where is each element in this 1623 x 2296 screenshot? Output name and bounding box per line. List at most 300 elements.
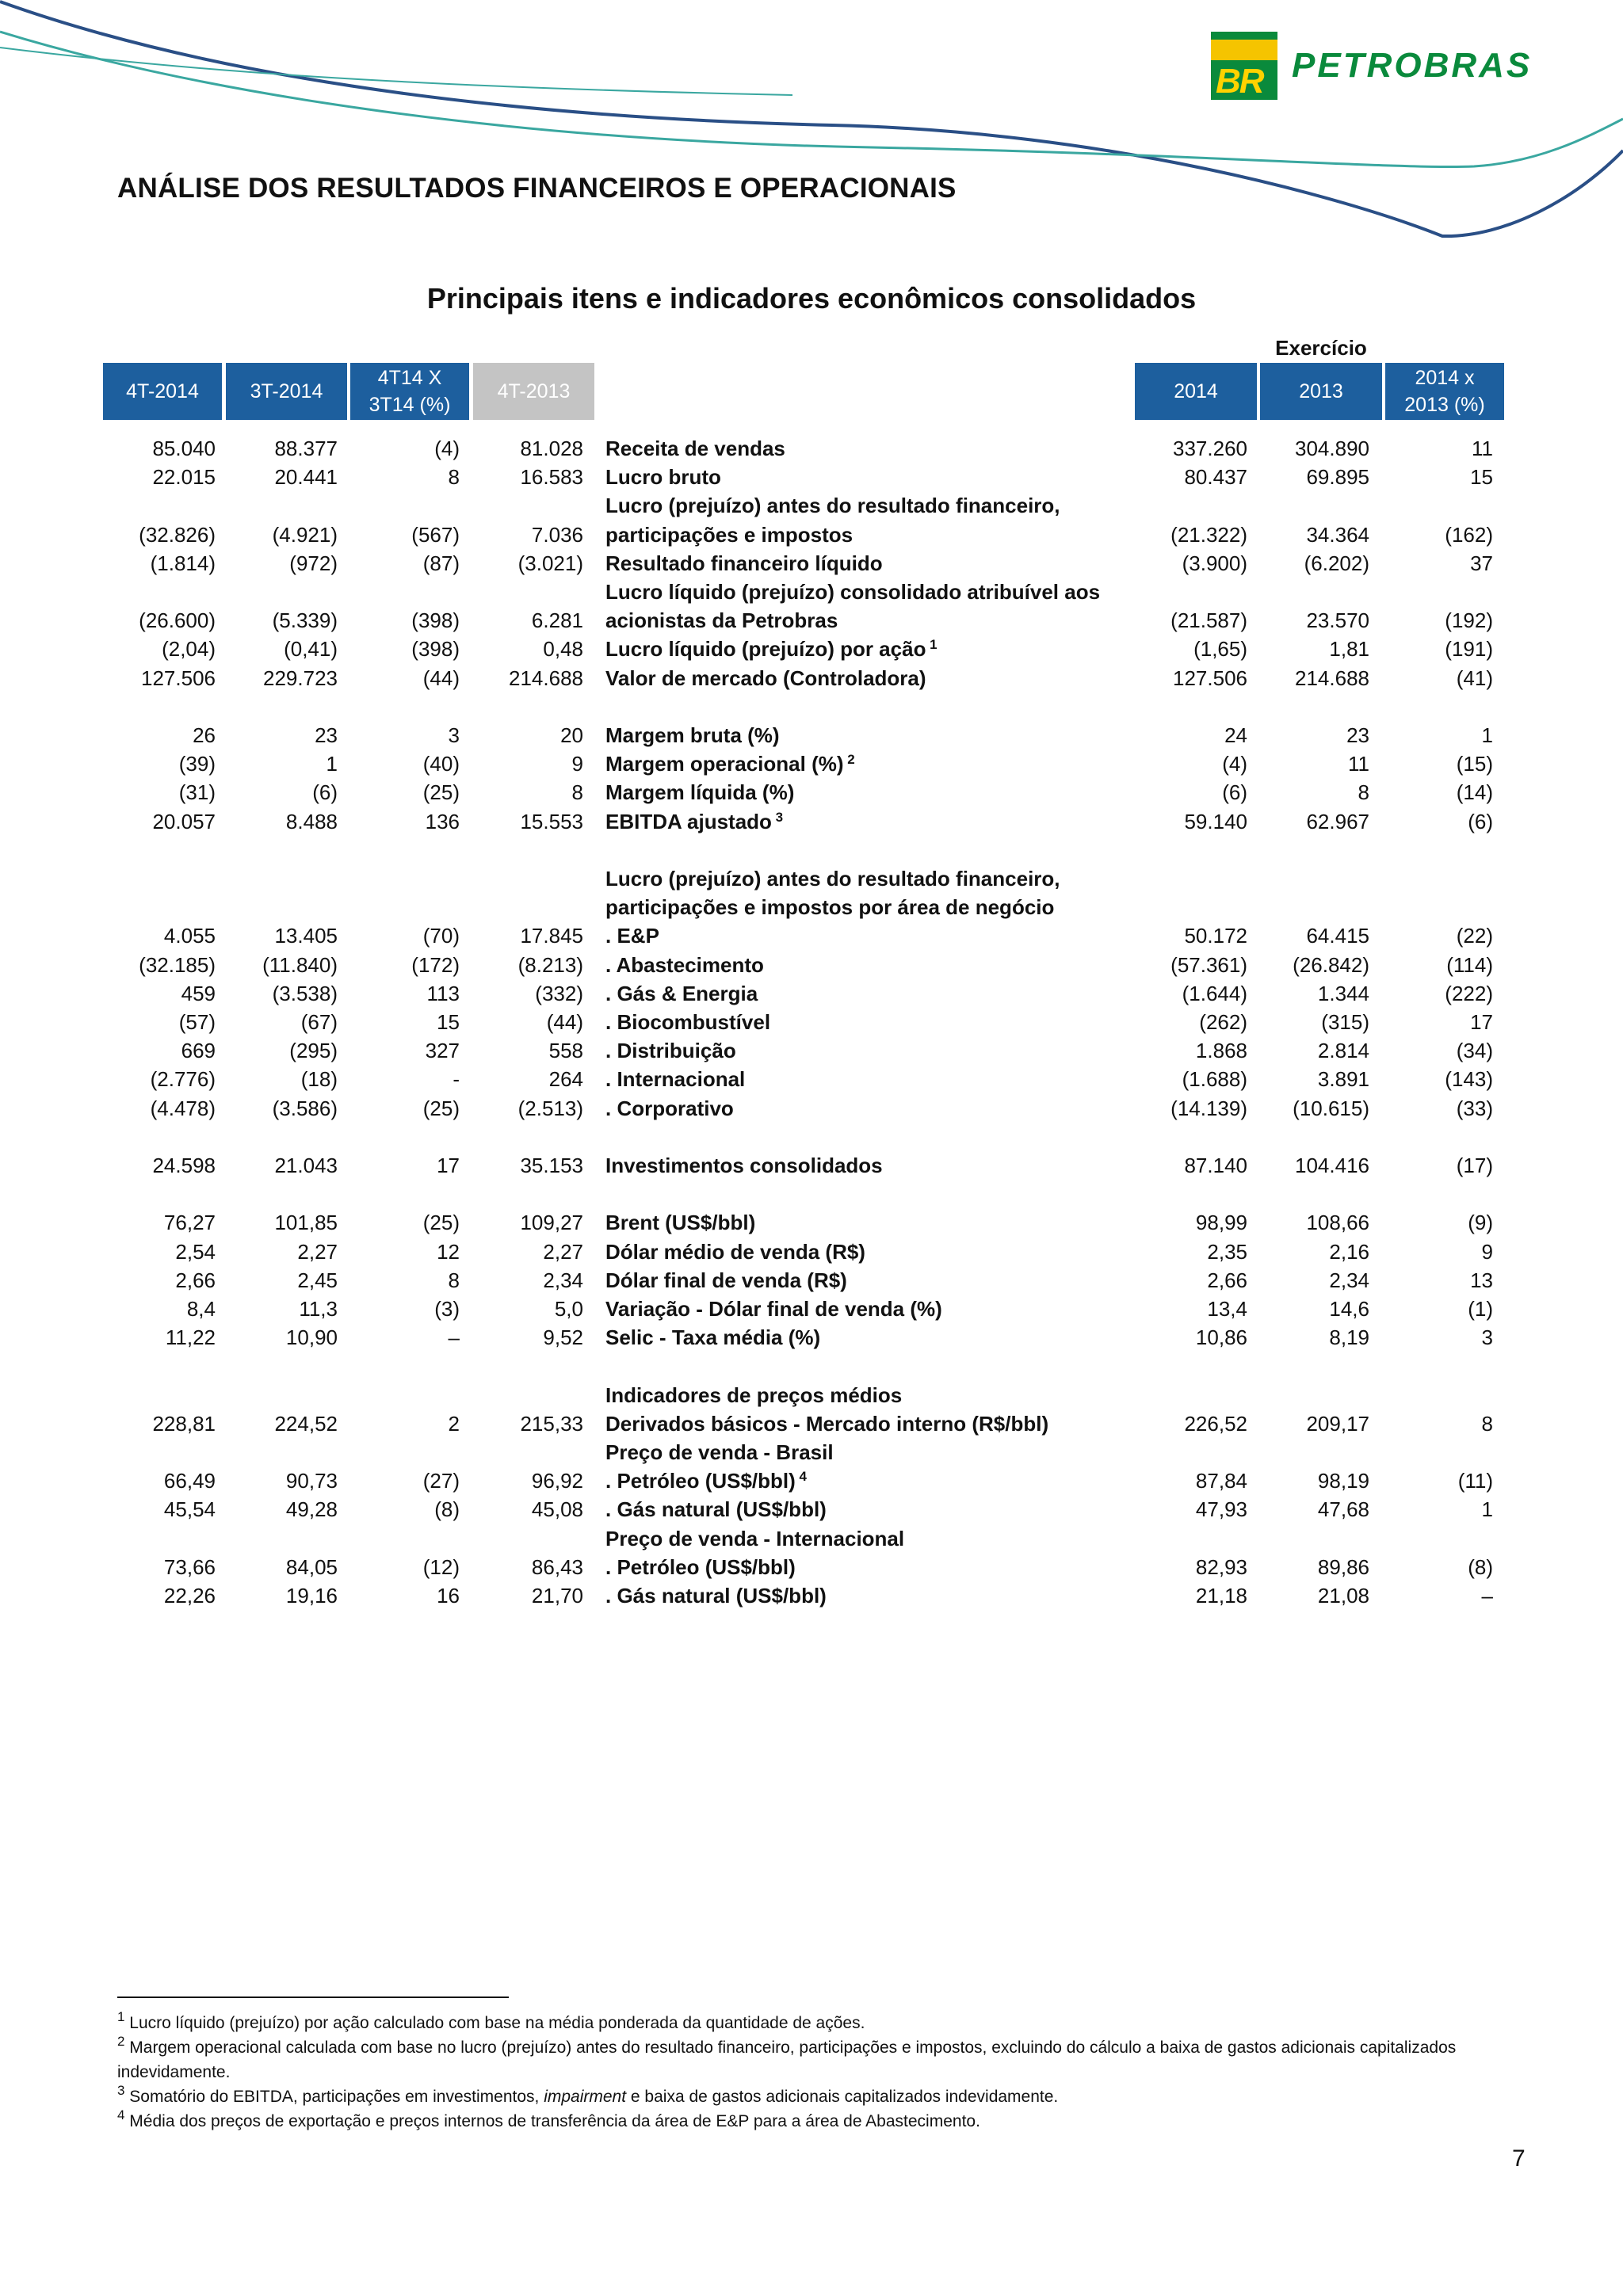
row-label: Lucro (prejuízo) antes do resultado financeiro, (605, 494, 1060, 518)
table-row (0, 721, 1623, 749)
table-cell: 2,27 (297, 1239, 338, 1264)
table-cell: 104.416 (1295, 1154, 1369, 1177)
table-cell: 2,35 (1207, 1239, 1247, 1264)
footnote-italic: impairment (544, 2088, 627, 2106)
table-cell: 3 (1481, 1325, 1493, 1350)
table-cell: 34.364 (1306, 522, 1369, 547)
table-row (0, 1036, 1623, 1065)
row-label: Preço de venda - Internacional (605, 1526, 905, 1550)
table-cell: 81.028 (520, 437, 583, 460)
table-row (0, 979, 1623, 1008)
table-cell: 1,81 (1329, 637, 1369, 662)
table-cell: (14.139) (1170, 1096, 1247, 1120)
table-cell: 20.441 (274, 465, 338, 490)
row-label: Lucro líquido (prejuízo) consolidado atribuível aos (605, 580, 1101, 604)
table-cell: (21.587) (1170, 608, 1247, 633)
row-label: . Biocombustível (605, 1010, 771, 1034)
table-cell: 0,48 (543, 637, 583, 662)
table-cell: (14) (1456, 780, 1493, 805)
table-cell: (3) (434, 1297, 460, 1321)
table-cell: (8) (1468, 1554, 1493, 1579)
table-cell: 10,90 (285, 1325, 338, 1350)
table-cell: (12) (422, 1554, 460, 1579)
table-cell: 2,54 (175, 1239, 216, 1264)
table-cell: (25) (422, 1096, 460, 1120)
row-label: . Petróleo (US$/bbl) $^4$ (605, 1469, 807, 1493)
table-cell: 22,26 (163, 1584, 216, 1608)
col-header-var-year (1385, 363, 1504, 420)
table-cell: (2,04) (162, 637, 216, 662)
table-cell: 11,22 (165, 1325, 216, 1350)
row-label: . Gás & Energia (605, 981, 758, 1005)
table-row (0, 1409, 1623, 1438)
table-cell: 21,08 (1317, 1584, 1369, 1608)
footnote-item: $^2$ Margem operacional calculada com base no lucro (prejuízo) antes do resultado financeiro, participações e impostos, excluindo do cálculo a baixa de gastos adicionais capitalizados indevidamente. (117, 2034, 1457, 2081)
table-cell: 1.344 (1317, 981, 1369, 1005)
logo-mark-text: BR (1216, 62, 1263, 101)
table-row (0, 1581, 1623, 1610)
table-cell: (22) (1456, 924, 1493, 948)
table-cell: 24.598 (152, 1154, 216, 1177)
table-row (0, 1438, 1623, 1466)
table-cell: 62.967 (1306, 809, 1369, 833)
table-cell: (4) (1222, 752, 1247, 776)
table-cell: (4.921) (272, 522, 338, 547)
table-cell: (17) (1456, 1154, 1493, 1177)
table-cell: 669 (181, 1039, 216, 1063)
footnote-ref: 1 (926, 637, 938, 653)
table-cell: 9,52 (543, 1325, 583, 1350)
col-header-var-quarter (350, 363, 469, 420)
table-cell: 11,3 (299, 1297, 338, 1321)
table-cell: 87.140 (1184, 1154, 1247, 1177)
table-cell: (27) (422, 1469, 460, 1493)
table-cell: (972) (289, 551, 338, 575)
table-cell: (315) (1321, 1010, 1369, 1034)
table-cell: 12 (437, 1239, 460, 1264)
table-cell: 101,85 (274, 1211, 338, 1235)
table-cell: (5.339) (272, 608, 338, 633)
table-cell: 5,0 (554, 1297, 583, 1321)
table-cell: 337.260 (1173, 437, 1247, 460)
table-cell: (162) (1445, 522, 1493, 547)
col-header-4t2014: 4T-2014 (103, 363, 222, 420)
table-cell: 1 (1481, 1497, 1493, 1522)
row-label: . Distribuição (605, 1039, 736, 1063)
table-cell: 8.488 (285, 809, 338, 833)
table-cell: 1 (1481, 723, 1493, 747)
table-title: Principais itens e indicadores econômicos consolidados (426, 282, 1197, 315)
table-cell: 224,52 (274, 1411, 338, 1436)
table-cell: (6) (1468, 809, 1493, 833)
table-cell: (567) (411, 522, 460, 547)
br-logo-mark (1211, 32, 1277, 100)
table-row (0, 635, 1623, 663)
table-cell: (21.322) (1170, 522, 1247, 547)
table-cell: 2,27 (543, 1239, 583, 1264)
table-cell: (332) (535, 981, 583, 1005)
table-cell: 108,66 (1306, 1211, 1369, 1235)
table-cell: 8 (448, 1268, 460, 1292)
row-label: Receita de vendas (605, 437, 785, 460)
table-row (0, 1065, 1623, 1093)
table-cell: 20.057 (152, 809, 216, 833)
table-cell: 113 (426, 981, 460, 1005)
table-cell: 127.506 (1173, 666, 1247, 690)
table-cell: 109,27 (520, 1211, 583, 1235)
footnote-item: $^4$ Média dos preços de exportação e preços internos de transferência da área de E&P para a área de Abastecimento. (117, 2107, 980, 2130)
row-label: participações e impostos (605, 522, 854, 547)
table-cell: 50.172 (1184, 924, 1247, 948)
table-cell: (2.513) (517, 1096, 583, 1120)
col-header-2013: 2013 (1260, 363, 1382, 420)
row-label: Investimentos consolidados (605, 1154, 883, 1177)
table-cell: 3 (448, 723, 460, 747)
table-cell: – (448, 1325, 460, 1350)
table-cell: 459 (181, 981, 216, 1005)
row-label: Selic - Taxa média (%) (605, 1325, 821, 1350)
row-label: Lucro bruto (605, 465, 721, 490)
table-cell: (15) (1456, 752, 1493, 776)
table-cell: 80.437 (1184, 465, 1247, 490)
table-cell: (67) (300, 1010, 338, 1034)
table-cell: 84,05 (285, 1554, 338, 1579)
table-row (0, 463, 1623, 491)
row-label: Derivados básicos - Mercado interno (R$/bbl) (605, 1411, 1049, 1436)
table-cell: 15.553 (520, 809, 583, 833)
table-cell: 69.895 (1306, 465, 1369, 490)
table-cell: 98,19 (1317, 1469, 1369, 1493)
table-cell: (143) (1445, 1067, 1493, 1092)
table-row (0, 606, 1623, 635)
footnote-number: 3 (117, 2083, 125, 2098)
table-cell: 17 (437, 1154, 460, 1177)
table-row (0, 1266, 1623, 1295)
table-cell: 17 (1470, 1010, 1493, 1034)
table-cell: 21,70 (531, 1584, 583, 1608)
exercicio-label: Exercício (1275, 336, 1367, 360)
table-cell: (26.842) (1293, 952, 1369, 977)
footnote-separator (117, 1997, 509, 1998)
table-row (0, 578, 1623, 606)
col-header-var-quarter-line2: 3T14 (%) (369, 394, 451, 416)
table-cell: (295) (289, 1039, 338, 1063)
row-label: Resultado financeiro líquido (605, 551, 883, 575)
row-label: . Internacional (605, 1067, 746, 1092)
table-cell: 26 (193, 723, 216, 747)
table-cell: 96,92 (531, 1469, 583, 1493)
table-cell: (34) (1456, 1039, 1493, 1063)
row-label: . Gás natural (US$/bbl) (605, 1497, 827, 1522)
table-cell: 88.377 (274, 437, 338, 460)
row-label: Margem líquida (%) (605, 780, 795, 805)
table-cell: 45,54 (163, 1497, 216, 1522)
table-cell: (70) (422, 924, 460, 948)
table-cell: (9) (1468, 1211, 1493, 1235)
row-label: . Corporativo (605, 1096, 734, 1120)
row-label: Dólar médio de venda (R$) (605, 1239, 865, 1264)
table-cell: 8 (1358, 780, 1369, 805)
table-cell: 8 (571, 780, 583, 805)
table-cell: 14,6 (1329, 1297, 1369, 1321)
row-label: . Petróleo (US$/bbl) (605, 1554, 796, 1579)
table-cell: 1 (326, 752, 338, 776)
footnote-item: $^3$ Somatório do EBITDA, participações em investimentos, impairment e baixa de gastos adicionais capitalizados indevidamente. (117, 2083, 1059, 2106)
table-cell: (2.776) (150, 1067, 216, 1092)
table-cell: 76,27 (163, 1211, 216, 1235)
table-cell: (25) (422, 1211, 460, 1235)
table-cell: 23 (1346, 723, 1369, 747)
table-row (0, 951, 1623, 979)
table-cell: (114) (1446, 952, 1493, 977)
table-row (0, 491, 1623, 520)
table-cell: (6) (1222, 780, 1247, 805)
col-header-2014: 2014 (1135, 363, 1257, 420)
table-cell: (3.586) (272, 1096, 338, 1120)
table-cell: (191) (1445, 637, 1493, 662)
table-cell: (3.021) (517, 551, 583, 575)
table-row (0, 1495, 1623, 1524)
table-row (0, 921, 1623, 950)
table-cell: 24 (1224, 723, 1247, 747)
table-row (0, 1295, 1623, 1323)
table-cell: (39) (178, 752, 216, 776)
table-cell: 10,86 (1195, 1325, 1247, 1350)
table-cell: (192) (1445, 608, 1493, 633)
table-cell: 2,16 (1329, 1239, 1369, 1264)
col-header-var-year-line1: 2014 x (1415, 367, 1475, 389)
table-row (0, 893, 1623, 921)
row-label: . Abastecimento (605, 952, 764, 977)
table-cell: (10.615) (1293, 1096, 1369, 1120)
table-cell: 8 (448, 465, 460, 490)
table-cell: 13.405 (274, 924, 338, 948)
table-cell: 136 (425, 809, 460, 833)
table-cell: 209,17 (1306, 1411, 1369, 1436)
table-cell: (6.202) (1304, 551, 1369, 575)
table-cell: 49,28 (285, 1497, 338, 1522)
table-cell: 8,19 (1329, 1325, 1369, 1350)
table-cell: 85.040 (152, 437, 216, 460)
table-cell: 15 (1470, 465, 1493, 490)
table-row (0, 1094, 1623, 1123)
table-cell: 214.688 (1295, 666, 1369, 690)
table-row (0, 1553, 1623, 1581)
table-cell: 21,18 (1195, 1584, 1247, 1608)
table-cell: (25) (422, 780, 460, 805)
page-number: 7 (1512, 2145, 1526, 2172)
table-cell: 11 (1472, 437, 1493, 460)
table-cell: 558 (548, 1039, 583, 1063)
table-cell: (32.185) (139, 952, 216, 977)
row-label: Preço de venda - Brasil (605, 1440, 834, 1464)
table-cell: (3.900) (1182, 551, 1247, 575)
row-label: Margem operacional (%) $^2$ (605, 752, 855, 776)
table-cell: 127.506 (141, 666, 216, 690)
footnotes (117, 2011, 1512, 2134)
table-cell: 86,43 (531, 1554, 583, 1579)
logo-wordmark: PETROBRAS (1292, 46, 1533, 85)
table-cell: (1.814) (150, 551, 216, 575)
table-cell: 87,84 (1195, 1469, 1247, 1493)
table-cell: 90,73 (285, 1469, 338, 1493)
table-cell: 3.891 (1317, 1067, 1369, 1092)
table-row (0, 664, 1623, 692)
table-cell: (44) (422, 666, 460, 690)
footnote-ref: 3 (771, 809, 784, 825)
table-cell: 13 (1470, 1268, 1493, 1292)
table-cell: 9 (571, 752, 583, 776)
table-cell: (44) (546, 1010, 583, 1034)
table-cell: (8.213) (517, 952, 583, 977)
table-cell: 82,93 (1195, 1554, 1247, 1579)
table-cell: 47,68 (1317, 1497, 1369, 1522)
table-cell: 1.868 (1195, 1039, 1247, 1063)
table-row (0, 1208, 1623, 1237)
table-cell: 2,66 (1207, 1268, 1247, 1292)
table-cell: (262) (1199, 1010, 1247, 1034)
footnote-ref: 4 (795, 1469, 807, 1485)
row-label: Margem bruta (%) (605, 723, 780, 747)
table-cell: (11.840) (262, 952, 338, 977)
table-row (0, 1524, 1623, 1553)
footnote-number: 4 (117, 2107, 125, 2122)
table-row (0, 1466, 1623, 1495)
table-cell: 47,93 (1195, 1497, 1247, 1522)
table-cell: (1.688) (1182, 1067, 1247, 1092)
row-label: . Gás natural (US$/bbl) (605, 1584, 827, 1608)
table-cell: (4) (434, 437, 460, 460)
table-row (0, 1008, 1623, 1036)
table-cell: 16.583 (520, 465, 583, 490)
table-cell: 2 (448, 1411, 460, 1436)
table-cell: 229.723 (263, 666, 338, 690)
table-cell: 15 (437, 1010, 460, 1034)
row-label: participações e impostos por área de negócio (605, 895, 1055, 920)
row-label: Lucro líquido (prejuízo) por ação $^1$ (605, 637, 938, 662)
table-cell: (222) (1445, 981, 1493, 1005)
row-label: Valor de mercado (Controladora) (605, 666, 926, 690)
table-cell: 228,81 (152, 1411, 216, 1436)
col-header-3t2014: 3T-2014 (226, 363, 347, 420)
table-row (0, 1151, 1623, 1180)
table-row (0, 807, 1623, 836)
table-cell: 4.055 (163, 924, 216, 948)
table-cell: (0,41) (284, 637, 338, 662)
table-cell: 2,45 (297, 1268, 338, 1292)
table-cell: 7.036 (531, 522, 583, 547)
table-cell: (1,65) (1193, 637, 1247, 662)
table-cell: 66,49 (163, 1469, 216, 1493)
table-cell: (40) (422, 752, 460, 776)
table-row (0, 521, 1623, 549)
footnote-item: $^1$ Lucro líquido (prejuízo) por ação calculado com base na média ponderada da quantidade de ações. (117, 2009, 865, 2032)
table-row (0, 778, 1623, 807)
table-cell: (57.361) (1170, 952, 1247, 977)
petrobras-logo (1211, 32, 1532, 100)
row-label: Dólar final de venda (R$) (605, 1268, 847, 1292)
row-label: acionistas da Petrobras (605, 608, 838, 633)
table-cell: (6) (312, 780, 338, 805)
table-cell: 89,86 (1317, 1554, 1369, 1579)
table-cell: 226,52 (1184, 1411, 1247, 1436)
table-cell: (398) (411, 637, 460, 662)
table-cell: (3.538) (272, 981, 338, 1005)
table-cell: 9 (1481, 1239, 1493, 1264)
table-cell: (57) (178, 1010, 216, 1034)
row-label: Variação - Dólar final de venda (%) (605, 1297, 942, 1321)
table-cell: 37 (1470, 551, 1493, 575)
table-cell: (87) (422, 551, 460, 575)
table-cell: 8 (1481, 1411, 1493, 1436)
table-cell: 23.570 (1306, 608, 1369, 633)
table-row (0, 549, 1623, 578)
table-cell: (8) (434, 1497, 460, 1522)
table-cell: 73,66 (163, 1554, 216, 1579)
table-cell: 327 (425, 1039, 460, 1063)
table-cell: – (1481, 1584, 1493, 1608)
table-cell: 11 (1348, 752, 1369, 776)
table-cell: (172) (411, 952, 460, 977)
table-cell: 2.814 (1317, 1039, 1369, 1063)
table-cell: 59.140 (1184, 809, 1247, 833)
table-cell: (1) (1468, 1297, 1493, 1321)
table-cell: 20 (560, 723, 583, 747)
table-cell: 2,34 (1329, 1268, 1369, 1292)
table-cell: 64.415 (1306, 924, 1369, 948)
table-cell: 215,33 (520, 1411, 583, 1436)
table-row (0, 1238, 1623, 1266)
table-row (0, 434, 1623, 463)
table-cell: (11) (1457, 1469, 1493, 1493)
table-cell: 21.043 (274, 1154, 338, 1177)
table-row (0, 1323, 1623, 1352)
table-cell: - (453, 1067, 460, 1092)
footnote-number: 2 (117, 2034, 125, 2049)
table-cell: 214.688 (509, 666, 583, 690)
col-header-var-quarter-line1: 4T14 X (377, 367, 442, 389)
table-cell: 19,16 (285, 1584, 338, 1608)
table-cell: 23 (315, 723, 338, 747)
table-cell: 35.153 (520, 1154, 583, 1177)
row-label: Indicadores de preços médios (605, 1383, 903, 1407)
table-cell: 2,66 (175, 1268, 216, 1292)
table-cell: 8,4 (186, 1297, 216, 1321)
table-cell: 2,34 (543, 1268, 583, 1292)
table-cell: 16 (437, 1584, 460, 1608)
table-cell: 17.845 (520, 924, 583, 948)
row-label: Brent (US$/bbl) (605, 1211, 756, 1235)
table-cell: 264 (548, 1067, 583, 1092)
table-cell: (26.600) (139, 608, 216, 633)
footnote-number: 1 (117, 2009, 125, 2024)
table-cell: (33) (1456, 1096, 1493, 1120)
table-cell: (41) (1456, 666, 1493, 690)
table-row (0, 864, 1623, 893)
table-cell: 304.890 (1295, 437, 1369, 460)
table-cell: 45,08 (531, 1497, 583, 1522)
col-header-4t2013: 4T-2013 (473, 363, 594, 420)
row-label: Lucro (prejuízo) antes do resultado financeiro, (605, 867, 1060, 891)
table-cell: (32.826) (139, 522, 216, 547)
table-cell: (4.478) (150, 1096, 216, 1120)
table-row (0, 749, 1623, 778)
table-cell: (18) (300, 1067, 338, 1092)
table-cell: 22.015 (152, 465, 216, 490)
table-cell: (1.644) (1182, 981, 1247, 1005)
table-row (0, 1381, 1623, 1409)
row-label: EBITDA ajustado $^3$ (605, 809, 784, 833)
